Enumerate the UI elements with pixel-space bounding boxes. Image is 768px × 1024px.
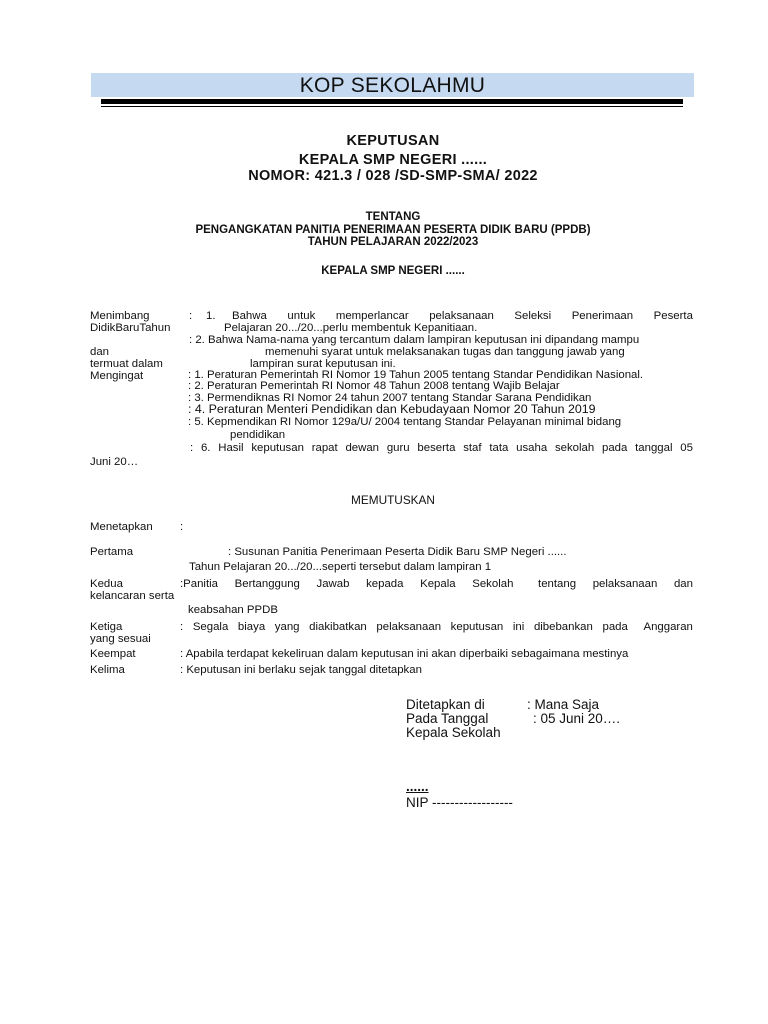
- ketiga-word: ini: [512, 621, 525, 633]
- subject-line1: PENGANGKATAN PANITIA PENERIMAAN PESERTA DIDIK BARU (PPDB): [195, 224, 591, 236]
- mengingat-item-2: : 2. Peraturan Pemerintah RI Nomor 48 Tahun 2008 tentang Wajib Belajar: [188, 380, 560, 392]
- menimbang-p1-word: Bahwa: [232, 310, 267, 322]
- decree-number: NOMOR: 421.3 / 028 /SD-SMP-SMA/ 2022: [248, 168, 538, 184]
- kedua-word: Bertanggung: [234, 578, 300, 590]
- mengingat-item-3: : 3. Permendiknas RI Nomor 24 tahun 2007 tentang Standar Sarana Pendidikan: [188, 392, 592, 404]
- subject-line2: TAHUN PELAJARAN 2022/2023: [307, 236, 479, 248]
- mengingat-item-6-word: 6.: [200, 442, 211, 454]
- signature-name: ......: [406, 779, 429, 794]
- signature-place-value: : Mana Saja: [527, 697, 600, 712]
- mengingat-item-6-word: tanggal: [635, 442, 673, 454]
- ketiga-overflow: yang sesuai: [90, 633, 151, 645]
- mengingat-item-6-word: 05: [680, 442, 693, 454]
- kedua-word: :Panitia: [180, 578, 218, 590]
- kelima-label: Kelima: [90, 664, 125, 676]
- menimbang-p1-word: Seleksi: [514, 310, 552, 322]
- ketiga-word: pelaksanaan: [376, 621, 442, 633]
- ketiga-word: :: [180, 621, 184, 633]
- kedua-continuation: keabsahan PPDB: [188, 604, 278, 616]
- mengingat-item-6-word: keputusan: [251, 442, 304, 454]
- mengingat-item-6-word: pada: [602, 442, 628, 454]
- decree-title: KEPUTUSAN: [346, 133, 440, 149]
- signature-date-value: : 05 Juni 20….: [533, 711, 621, 726]
- menimbang-p1-word: Penerimaan: [571, 310, 634, 322]
- ketiga-line: [180, 621, 693, 634]
- signature-place-label: Ditetapkan di: [406, 697, 485, 712]
- mengingat-item-4: : 4. Peraturan Menteri Pendidikan dan Kebudayaan Nomor 20 Tahun 2019: [188, 402, 596, 416]
- menimbang-p2-line3: lampiran surat keputusan ini.: [250, 358, 396, 370]
- mengingat-item-6-word: sekolah: [554, 442, 595, 454]
- kedua-overflow: kelancaran serta: [90, 590, 175, 602]
- mengingat-item-5-continuation: pendidikan: [230, 429, 286, 441]
- kedua-line: [180, 578, 693, 591]
- pertama-text: : Susunan Panitia Penerimaan Peserta Didik Baru SMP Negeri ......: [228, 546, 567, 558]
- mengingat-item-5: : 5. Kepmendikan RI Nomor 129a/U/ 2004 tentang Standar Pelayanan minimal bidang: [188, 416, 622, 428]
- menetapkan-label: Menetapkan: [90, 521, 153, 533]
- menimbang-overflow-2: dan: [90, 346, 110, 358]
- ketiga-word: Segala: [192, 621, 229, 633]
- letterhead-rule-thick: [101, 99, 683, 104]
- kedua-word: tentang: [538, 578, 577, 590]
- menimbang-label: Menimbang: [90, 310, 150, 322]
- ketiga-word: Anggaran: [643, 621, 693, 633]
- menetapkan-colon: :: [180, 521, 184, 533]
- kedua-word: Jawab: [316, 578, 350, 590]
- menimbang-p1-continuation: Pelajaran 20.../20...perlu membentuk Kepanitiaan.: [224, 322, 478, 334]
- mengingat-item-6-word: :: [190, 442, 194, 454]
- pertama-label: Pertama: [90, 546, 134, 558]
- letterhead-title: KOP SEKOLAHMU: [91, 73, 694, 97]
- mengingat-item-6-word: usaha: [516, 442, 548, 454]
- kedua-word: pelaksanaan: [592, 578, 658, 590]
- menimbang-p1-number: 1.: [206, 310, 216, 322]
- mengingat-item-6-word: rapat: [311, 442, 338, 454]
- mengingat-item-6-word: tata: [489, 442, 509, 454]
- ketiga-word: dibebankan: [533, 621, 593, 633]
- menimbang-colon: :: [189, 310, 193, 322]
- ketiga-word: keputusan: [450, 621, 504, 633]
- menimbang-p1-word: memperlancar: [335, 310, 409, 322]
- menimbang-p2-continuation: memenuhi syarat untuk melaksanakan tugas dan tanggung jawab yang: [265, 346, 625, 358]
- decree-issuer: KEPALA SMP NEGERI ......: [298, 152, 488, 168]
- mengingat-item-6-word: dewan: [345, 442, 380, 454]
- keempat-text: : Apabila terdapat kekeliruan dalam keputusan ini akan diperbaiki sebagaimana mestinya: [180, 648, 629, 660]
- menimbang-p1-word: untuk: [287, 310, 316, 322]
- mengingat-item-6-line: [190, 442, 693, 455]
- ketiga-label: Ketiga: [90, 621, 123, 633]
- menimbang-p1-word: pelaksanaan: [429, 310, 494, 322]
- kedua-word: Sekolah: [472, 578, 514, 590]
- ketiga-word: diakibatkan: [309, 621, 367, 633]
- kedua-label: Kedua: [90, 578, 123, 590]
- mengingat-label: Mengingat: [90, 370, 144, 382]
- signature-date-label: Pada Tanggal: [406, 711, 489, 726]
- signature-nip: NIP ------------------: [406, 795, 513, 810]
- menimbang-overflow-1: DidikBaruTahun: [90, 322, 171, 334]
- signature-position: Kepala Sekolah: [406, 725, 501, 740]
- subject-tentang: TENTANG: [365, 211, 421, 223]
- menimbang-overflow-3: termuat dalam: [90, 358, 163, 370]
- pertama-continuation: Tahun Pelajaran 20.../20...seperti tersebut dalam lampiran 1: [189, 561, 492, 573]
- ketiga-word: pada: [602, 621, 628, 633]
- mengingat-item-6-word: guru: [386, 442, 410, 454]
- ketiga-word: yang: [274, 621, 300, 633]
- kelima-text: : Keputusan ini berlaku sejak tanggal ditetapkan: [180, 664, 422, 676]
- kedua-word: dan: [673, 578, 693, 590]
- mengingat-item-6-word: Hasil: [218, 442, 244, 454]
- menimbang-p1-word: Peserta: [653, 310, 693, 322]
- kedua-word: Kepala: [420, 578, 456, 590]
- kedua-word: kepada: [366, 578, 404, 590]
- mengingat-item-1: : 1. Peraturan Pemerintah RI Nomor 19 Tahun 2005 tentang Standar Pendidikan Nasional.: [188, 369, 644, 381]
- ketiga-word: biaya: [237, 621, 266, 633]
- mengingat-item-6-word: staf: [463, 442, 482, 454]
- memutuskan-heading: MEMUTUSKAN: [351, 493, 435, 507]
- menimbang-p2-line: : 2. Bahwa Nama-nama yang tercantum dalam lampiran keputusan ini dipandang mampu: [189, 334, 640, 346]
- keempat-label: Keempat: [90, 648, 136, 660]
- letterhead-rule-thin: [101, 106, 683, 107]
- mengingat-item-6-continuation: Juni 20…: [90, 456, 139, 468]
- subject-issuer: KEPALA SMP NEGERI ......: [321, 265, 465, 277]
- mengingat-item-6-word: beserta: [417, 442, 456, 454]
